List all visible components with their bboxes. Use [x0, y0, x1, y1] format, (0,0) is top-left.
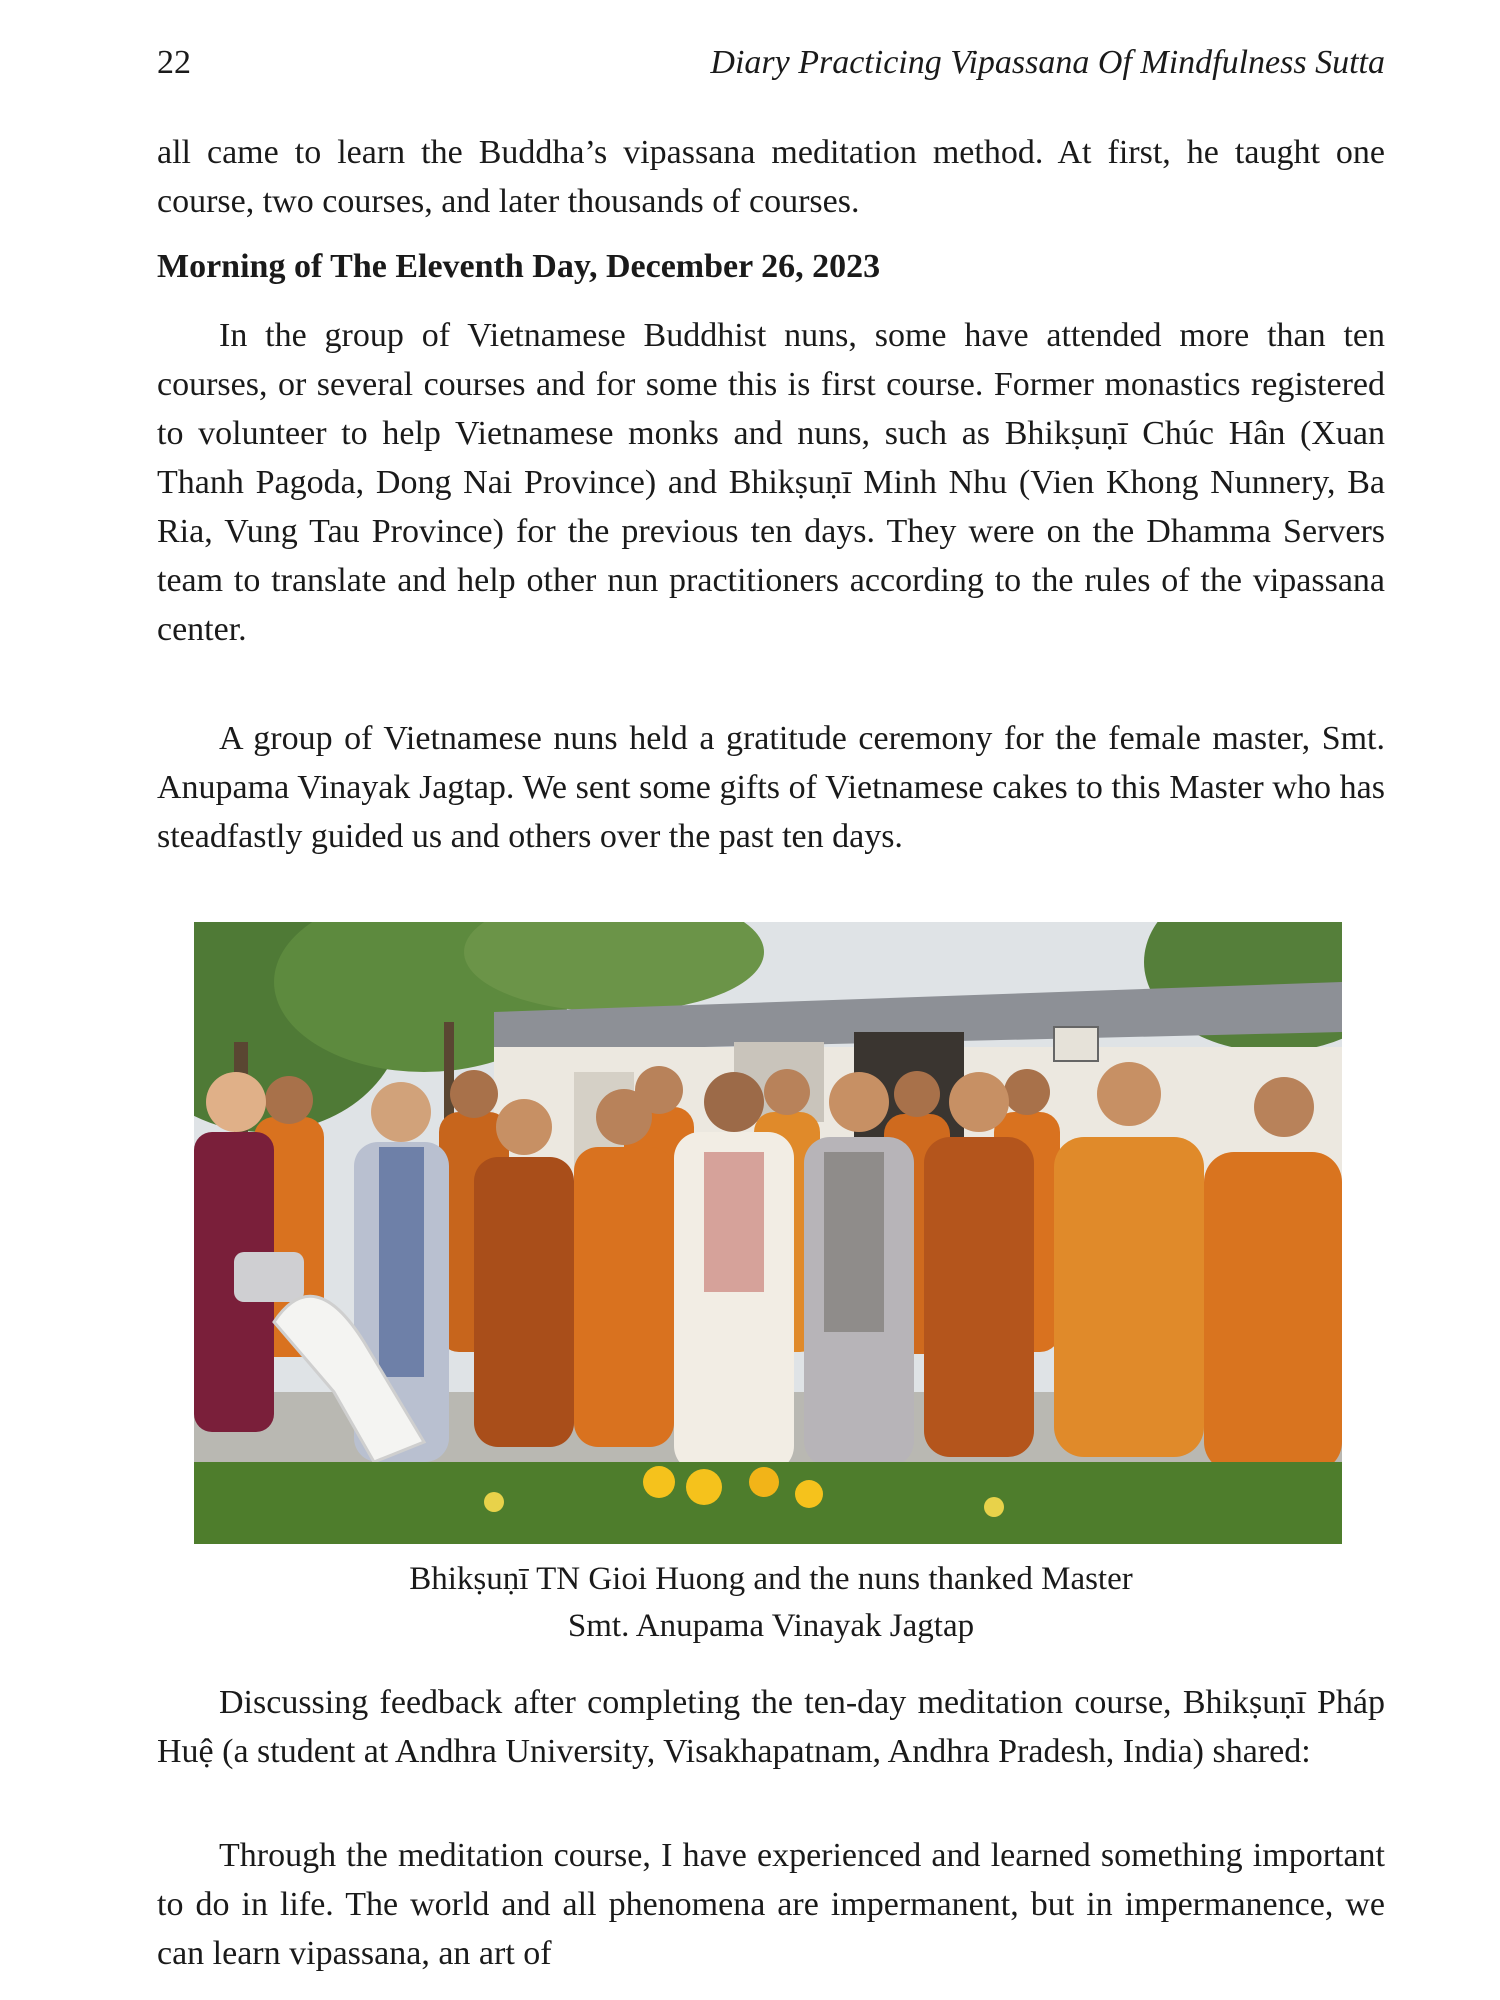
group-photo: [194, 922, 1342, 1544]
running-header: [157, 44, 1385, 92]
book-page: [157, 0, 1385, 2000]
paragraph-feedback: Discussing feedback after completing the ten-day meditation course, Bhikṣuṇī Pháp Huệ (a student at Andhra University, Visakhapatnam, Andhra Pradesh, India) shared:: [157, 1684, 1385, 1770]
section-heading: Morning of The Eleventh Day, December 26, 2023: [157, 248, 881, 285]
caption-line-2: Smt. Anupama Vinayak Jagtap: [567, 1608, 975, 1644]
paragraph-gratitude-ceremony: A group of Vietnamese nuns held a gratitude ceremony for the female master, Smt. Anupama Vinayak Jagtap. We sent some gifts of Vietnamese cakes to this Master who has steadfastly guided us and others over the past ten days.: [157, 720, 1385, 855]
page-number: 22: [157, 44, 191, 81]
paragraph-quote: Through the meditation course, I have experienced and learned something important to do in life. The world and all phenomena are impermanent, but in impermanence, we can learn vipassana, an art of: [157, 1837, 1385, 1972]
paragraph-continuation: all came to learn the Buddha’s vipassana meditation method. At first, he taught one course, two courses, and later thousands of courses.: [157, 134, 1385, 220]
paragraph-nuns-group: In the group of Vietnamese Buddhist nuns, some have attended more than ten courses, or several courses and for some this is first course. Former monastics registered to volunteer to help Vietnamese monks and nuns, such as Bhikṣuṇī Chúc Hân (Xuan Thanh Pagoda, Dong Nai Province) and Bhikṣuṇī Minh Nhu (Vien Khong Nunnery, Ba Ria, Vung Tau Province) for the previous ten days. They were on the Dhamma Servers team to translate and help other nun practitioners according to the rules of the vipassana center.: [157, 317, 1385, 648]
marigold-flowers: [194, 1462, 1342, 1544]
photo-caption: [157, 1556, 1385, 1650]
running-title: Diary Practicing Vipassana Of Mindfulness Sutta: [710, 44, 1385, 81]
caption-line-1: Bhikṣuṇī TN Gioi Huong and the nuns thanked Master: [409, 1561, 1133, 1597]
